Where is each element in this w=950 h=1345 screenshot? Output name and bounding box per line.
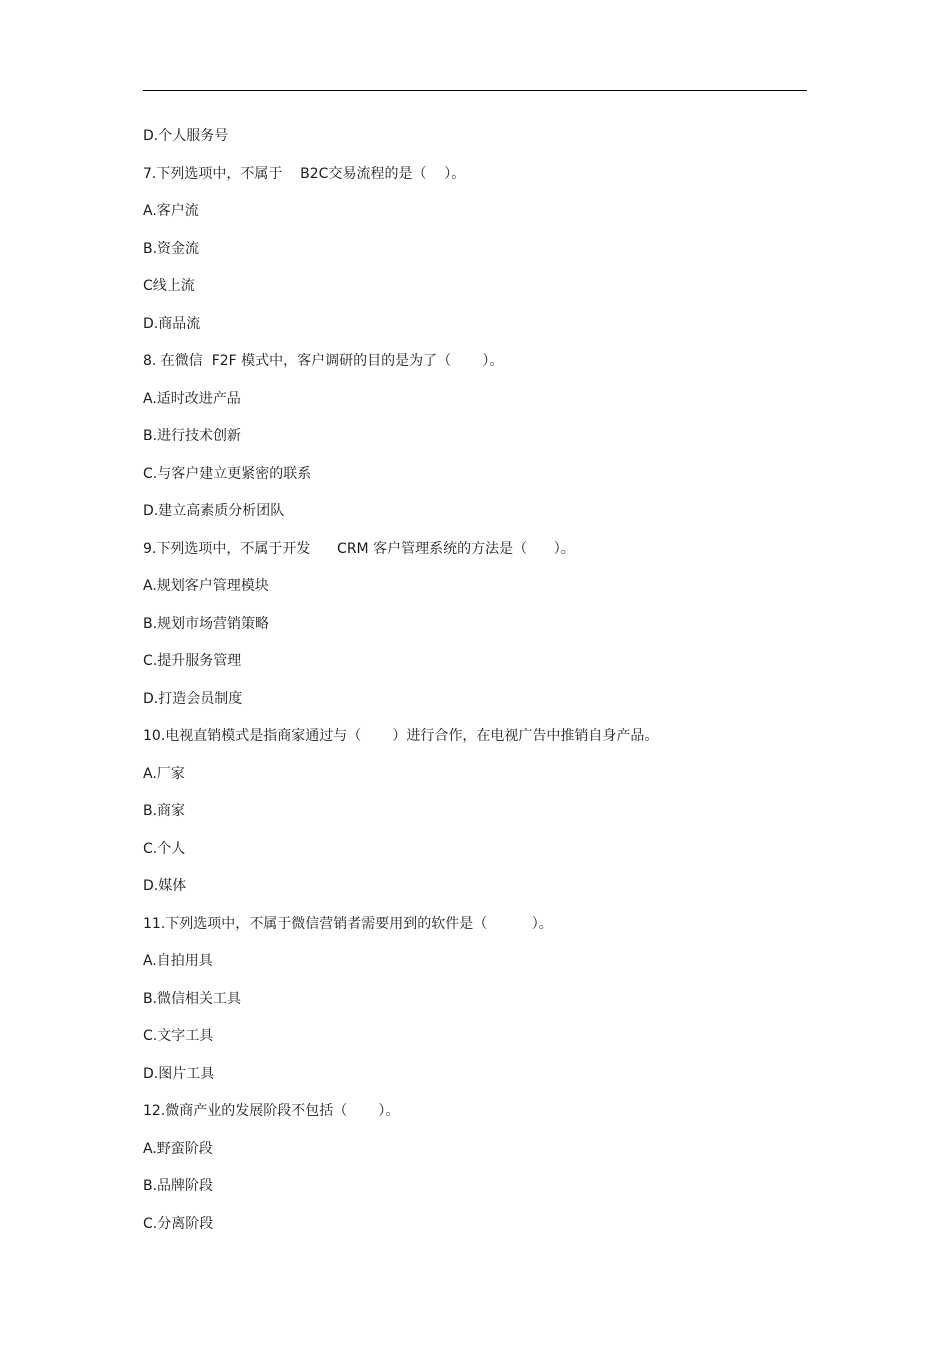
option-line: C.与客户建立更紧密的联系 — [143, 465, 312, 482]
question-line: 12.微商产业的发展阶段不包括（ ）。 — [143, 1103, 400, 1119]
option-line: C线上流 — [143, 278, 195, 294]
option-line: D.建立高素质分析团队 — [143, 503, 285, 519]
question-list — [143, 126, 807, 1251]
option-line: B.商家 — [143, 803, 186, 819]
option-line: B.规划市场营销策略 — [143, 615, 270, 632]
question-line: 10.电视直销模式是指商家通过与（ ）进行合作，在电视广告中推销自身产品。 — [143, 728, 659, 744]
option-line: C.文字工具 — [143, 1028, 214, 1044]
option-line: C.个人 — [143, 840, 186, 857]
option-line: A.厂家 — [143, 765, 185, 782]
option-line: C.提升服务管理 — [143, 653, 242, 669]
option-line: A.适时改进产品 — [143, 390, 241, 407]
question-line: 11.下列选项中，不属于微信营销者需要用到的软件是（ ）。 — [143, 915, 553, 932]
option-line: D.图片工具 — [143, 1065, 215, 1082]
question-line: 9.下列选项中，不属于开发 CRM 客户管理系统的方法是（ ）。 — [143, 540, 575, 557]
option-line: A.客户流 — [143, 203, 199, 219]
option-line: B.资金流 — [143, 240, 200, 257]
option-line: B.品牌阶段 — [143, 1178, 214, 1194]
header-rule — [143, 90, 807, 91]
option-line: B.进行技术创新 — [143, 428, 242, 444]
option-line: D.商品流 — [143, 315, 201, 332]
option-line: A.自拍用具 — [143, 953, 213, 969]
option-line: D.个人服务号 — [143, 128, 229, 144]
option-line: A.规划客户管理模块 — [143, 578, 269, 594]
option-line: C.分离阶段 — [143, 1215, 214, 1232]
option-line: A.野蛮阶段 — [143, 1140, 213, 1157]
option-line: B.微信相关工具 — [143, 990, 242, 1007]
question-line: 8. 在微信 F2F 模式中，客户调研的目的是为了（ ）。 — [143, 353, 504, 369]
option-line: D.媒体 — [143, 878, 187, 894]
question-line: 7.下列选项中，不属于 B2C交易流程的是（ ）。 — [143, 165, 466, 182]
option-line: D.打造会员制度 — [143, 690, 243, 707]
